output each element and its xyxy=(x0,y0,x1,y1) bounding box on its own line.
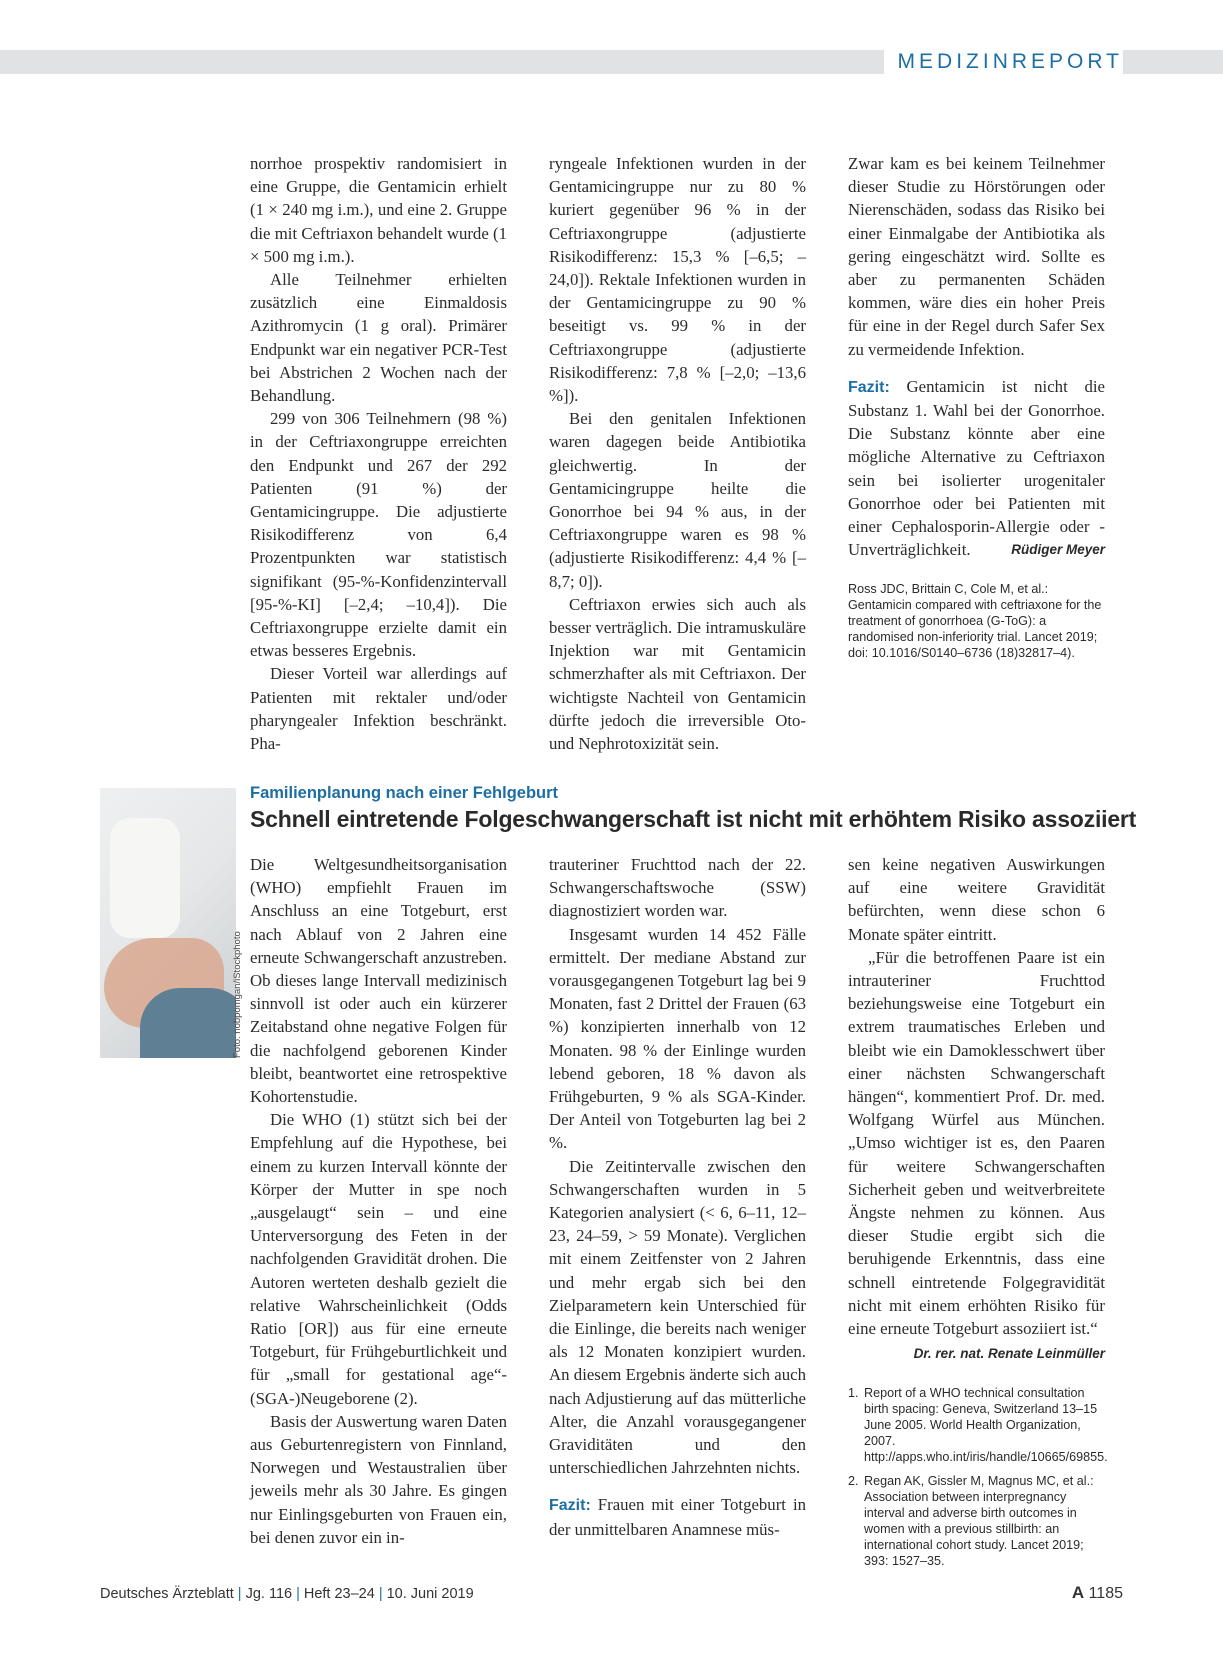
reference-text: Regan AK, Gissler M, Magnus MC, et al.: Association between interpregnancy interval and adverse birth outcomes in women with a previous stillbirth: an international cohort study. Lancet 2019; 393: 1527–35. xyxy=(864,1474,1094,1569)
author: Dr. rer. nat. Renate Leinmüller xyxy=(913,1346,1105,1362)
fazit-label: Fazit: xyxy=(549,1497,591,1515)
paragraph: Ceftriaxon erwies sich auch als besser verträglich. Die intramuskuläre Injektion war mit Gentamicin schmerzhafter als mit Ceftriaxon. Der wichtigste Nachteil von Gentamicin dürfte jedoch die irreversible Oto- und Nephrotoxizität sein. xyxy=(549,594,806,754)
separator: | xyxy=(237,1586,242,1602)
fazit-text: Gentamicin ist nicht die Substanz 1. Wahl bei der Gonorrhoe. Die Substanz könnte aber eine mögliche Alternative zu Ceftriaxon sein bei isolierter urogenitaler Gonorrhoe oder bei Patienten mit einer Cephalosporin-Allergie oder -Unverträglichkeit. xyxy=(848,376,1105,560)
paragraph: Zwar kam es bei keinem Teilnehmer dieser Studie zu Hörstörungen oder Nierenschäden, sodass das Risiko bei einer Einmalgabe der Antibiotika als gering eingeschätzt wird. Sollte es aber zu permanenten Schäden kommen, wäre dies ein hoher Preis für eine in der Regel durch Safer Sex zu vermeidende Infektion. xyxy=(848,154,1105,359)
paragraph: Die Weltgesundheitsorganisation (WHO) empfiehlt Frauen im Anschluss an eine Totgeburt, erst nach Ablauf von 2 Jahren eine erneute Schwangerschaft anzustreben. Ob dieses lange Intervall medizinisch sinnvoll ist oder auch ein kürzerer Zeitabstand ohne negative Folgen für die nachfolgend geborenen Kinder bleibt, beantwortet eine retrospektive Kohortenstudie. xyxy=(250,855,507,1107)
fazit-paragraph xyxy=(549,1493,806,1540)
article1-column-3 xyxy=(848,152,1105,661)
separator: | xyxy=(378,1586,383,1602)
paragraph: Basis der Auswertung waren Daten aus Geburtenregistern von Finnland, Norwegen und Westaustralien über jeweils mehr als 30 Jahre. Es gingen nur Einlingsgeburten von Frauen ein, bei denen zuvor ein in- xyxy=(250,1411,507,1547)
reference-list xyxy=(848,1385,1108,1569)
journal-name: Deutsches Ärzteblatt xyxy=(100,1586,234,1602)
reference: Ross JDC, Brittain C, Cole M, et al.: Gentamicin compared with ceftriaxone for the treatment of gonorrhoea (G-ToG): a randomised non-inferiority trial. Lancet 2019; doi: 10.1016/S0140–6736 (18)32817–4). xyxy=(848,582,1102,661)
paragraph: Die Zeitintervalle zwischen den Schwangerschaften wurden in 5 Kategorien analysiert (< 6, 6–11, 12–23, 24–59, > 59 Monate). Verglichen mit einem Zeitfenster von 2 Jahren und mehr ergab sich bei den Zielparametern kein Unterschied für die Einlinge, die bereits nach weniger als 12 Monaten konzipiert wurden. An diesem Ergebnis änderte sich auch nach Adjustierung auf das mütterliche Alter, die Anzahl vorausgegangener Graviditäten und den unterschiedlichen Jahrzehnten nichts. xyxy=(549,1156,806,1478)
article1-column-1 xyxy=(250,152,507,755)
article-photo xyxy=(100,788,236,1058)
fazit-text: Frauen mit einer Totgeburt in der unmittelbaren Anamnese müs- xyxy=(549,1495,806,1539)
page-number-value: 1185 xyxy=(1088,1585,1123,1602)
article2-column-1 xyxy=(250,853,507,1549)
paragraph: Insgesamt wurden 14 452 Fälle ermittelt. Der mediane Abstand zur vorausgegangenen Totgeburt lag bei 9 Monaten, fast 2 Drittel der Frauen (63 %) konzipierten innerhalb von 12 Monaten. 98 % der Einlinge wurden lebend geboren, 18 % davon als Frühgeburten, 9 % als SGA-Kinder. Der Anteil von Totgeburten lag bei 2 %. xyxy=(549,924,806,1153)
page-number xyxy=(1072,1583,1123,1603)
separator: | xyxy=(296,1586,300,1602)
paragraph: ryngeale Infektionen wurden in der Gentamicingruppe nur zu 80 % kuriert gegenüber 96 % in der Ceftriaxongruppe (adjustierte Risikodifferenz: 15,3 % [–6,5; –24,0]). Rektale Infektionen wurden in der Gentamicingruppe zu 90 % beseitigt vs. 99 % in der Ceftriaxongruppe (adjustierte Risikodifferenz: 7,8 % [–2,0; –13,6 %]). xyxy=(549,154,806,406)
paragraph: trauteriner Fruchttod nach der 22. Schwangerschaftswoche (SSW) diagnostiziert worden war. xyxy=(549,855,806,921)
paragraph: Die WHO (1) stützt sich bei der Empfehlung auf die Hypothese, bei einem zu kurzen Intervall könnte der Körper der Mutter in spe noch „ausgelaugt“ sein – und eine Unterversorgung des Feten in der nachfolgenden Gravidität drohen. Die Autoren werteten deshalb gezielt die relative Wahrscheinlichkeit (Odds Ratio [OR]) aus für eine erneute Totgeburt, für Frühgeburtlichkeit und für „small for gestational age“-(SGA-)Neugeborene (2). xyxy=(250,1110,507,1408)
issue-date: 10. Juni 2019 xyxy=(386,1586,474,1602)
paragraph: Bei den genitalen Infektionen waren dagegen beide Antibiotika gleichwertig. In der Gentamicingruppe heilte die Gonorrhoe bei 94 % aus, in der Ceftriaxongruppe waren es 98 % (adjustierte Risikodifferenz: 4,4 % [–8,7; 0]). xyxy=(549,409,806,591)
article1-column-2 xyxy=(549,152,806,755)
issue: Heft 23–24 xyxy=(303,1586,375,1602)
paragraph: norrhoe prospektiv randomisiert in eine Gruppe, die Gentamicin erhielt (1 × 240 mg i.m.), und eine 2. Gruppe die mit Ceftriaxon behandelt wurde (1 × 500 mg i.m.). xyxy=(250,154,507,266)
author: Rüdiger Meyer xyxy=(1011,542,1105,558)
article2-column-2 xyxy=(549,853,806,1541)
reference-item xyxy=(848,1473,1105,1569)
reference-number: 2. xyxy=(848,1474,859,1489)
paragraph: 299 von 306 Teilnehmern (98 %) in der Ceftriaxongruppe erreichten den Endpunkt und 267 der 292 Patienten (91 %) der Gentamicingruppe. Die adjustierte Risikodifferenz von 6,4 Prozentpunkten war statistisch signifikant (95-%-Konfidenzintervall [95-%-KI] [–2,4; –10,4]). Die Ceftriaxongruppe erzielte damit ein etwas besseres Ergebnis. xyxy=(250,409,507,661)
fazit-label: Fazit: xyxy=(848,378,890,396)
paragraph: „Für die betroffenen Paare ist ein intrauteriner Fruchttod beziehungsweise eine Totgeburt ein extrem traumatisches Erleben und bleibt wie ein Damoklesschwert über einer nächsten Schwangerschaft hängen“, kommentiert Prof. Dr. med. Wolfgang Würfel aus München. „Umso wichtiger ist es, den Paaren für weitere Schwangerschaften Sicherheit geben und weitverbreitete Ängste nehmen zu können. Aus dieser Studie ergibt sich die beruhigende Erkenntnis, dass eine schnell eintretende Folgegravidität nicht mit einem erhöhten Risiko für eine erneute Totgeburt assoziiert ist.“ xyxy=(848,947,1105,1339)
paragraph: sen keine negativen Auswirkungen auf eine weitere Gravidität befürchten, wenn diese schon 6 Monate später eintritt. xyxy=(848,855,1105,944)
article-kicker: Familienplanung nach einer Fehlgeburt xyxy=(250,784,559,802)
fazit-paragraph xyxy=(848,375,1105,562)
article2-column-3 xyxy=(848,853,1108,1577)
footer-citation xyxy=(100,1586,474,1602)
reference-number: 1. xyxy=(848,1386,859,1401)
reference-item xyxy=(848,1385,1108,1465)
reference-text: Report of a WHO technical consultation birth spacing: Geneva, Switzerland 13–15 June 2005. World Health Organization, 2007. http://apps.who.int/iris/handle/10665/69855. xyxy=(864,1386,1108,1465)
page-prefix: A xyxy=(1071,1583,1085,1602)
article-headline: Schnell eintretende Folgeschwangerschaft ist nicht mit erhöhtem Risiko assoziiert xyxy=(250,806,1137,832)
photo-credit: Foto: nobpomgan/iStockphoto xyxy=(232,931,243,1058)
volume: Jg. 116 xyxy=(245,1586,293,1602)
paragraph: Alle Teilnehmer erhielten zusätzlich eine Einmaldosis Azithromycin (1 g oral). Primärer Endpunkt war ein negativer PCR-Test bei Abstrichen 2 Wochen nach der Behandlung. xyxy=(250,270,507,406)
paragraph: Dieser Vorteil war allerdings auf Patienten mit rektaler und/oder pharyngealer Infektion beschränkt. Pha- xyxy=(250,664,507,754)
section-label: MEDIZINREPORT xyxy=(884,50,1123,74)
